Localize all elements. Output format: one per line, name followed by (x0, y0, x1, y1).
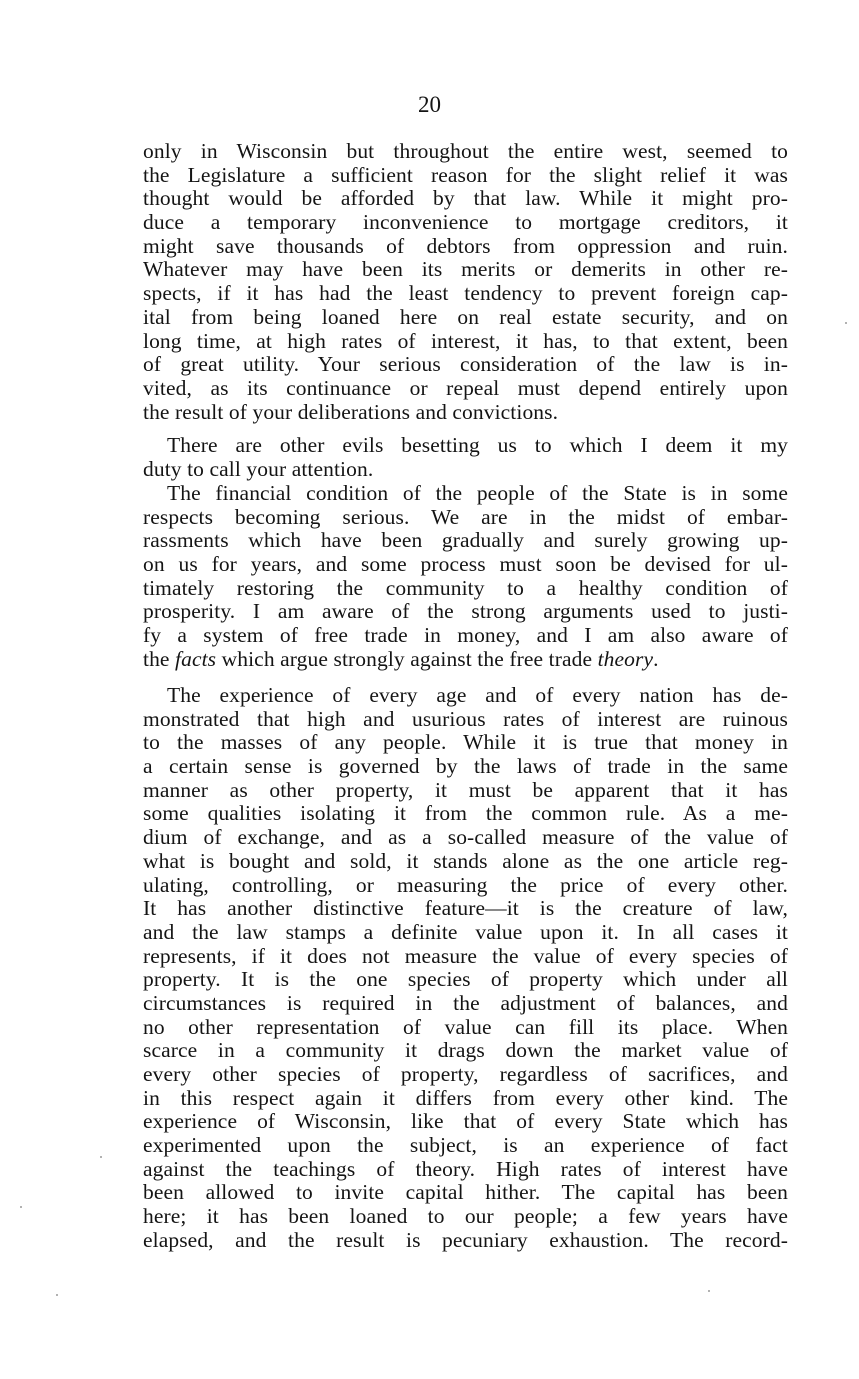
text-line: Whatever may have been its merits or demerits in other re- (143, 257, 788, 282)
paragraph-1 (143, 140, 788, 424)
text-line: only in Wisconsin but throughout the entire west, seemed to (143, 139, 788, 163)
paragraph-4 (143, 684, 788, 1253)
text-line: might save thousands of debtors from oppression and ruin. (143, 233, 788, 258)
text-line: ital from being loaned here on real estate security, and on (143, 304, 788, 329)
text-line: The financial condition of the people of the State is in some (167, 481, 788, 505)
text-line: on us for years, and some process must soon be devised for ul- (143, 552, 788, 577)
text-line: represents, if it does not measure the value of every species of (143, 943, 788, 968)
text-line: rassments which have been gradually and surely growing up- (143, 528, 788, 553)
text-line: the Legislature a sufficient reason for the slight relief it was (143, 162, 788, 187)
scan-speck (100, 1156, 102, 1158)
text-line: It has another distinctive feature—it is the creature of law, (143, 896, 788, 921)
text-line: manner as other property, it must be apparent that it has (143, 777, 788, 802)
text-line: vited, as its continuance or repeal must depend entirely upon (143, 375, 788, 400)
text-line: no other representation of value can fill its place. When (143, 1014, 788, 1039)
text-line: respects becoming serious. We are in the midst of embar- (143, 504, 788, 529)
text-line: what is bought and sold, it stands alone as the one article reg- (143, 848, 788, 873)
scan-speck (708, 1290, 710, 1292)
scan-speck (20, 1206, 22, 1208)
text-fragment: . (653, 646, 659, 671)
text-line: spects, if it has had the least tendency to prevent foreign cap- (143, 281, 788, 306)
text-line: property. It is the one species of property which under all (143, 967, 788, 992)
text-fragment: the (143, 646, 176, 671)
text-fragment: which argue strongly against the free trade (216, 646, 598, 671)
page-number: 20 (418, 92, 441, 117)
scan-speck (845, 322, 847, 324)
text-line: every other species of property, regardless of sacrifices, and (143, 1062, 788, 1086)
text-line: The experience of every age and of every nation has de- (167, 683, 788, 707)
text-line: There are other evils besetting us to which I deem it my (167, 433, 788, 457)
text-line: fy a system of free trade in money, and I am also aware of (143, 623, 788, 648)
text-line (143, 648, 788, 672)
text-line: elapsed, and the result is pecuniary exhaustion. The record- (143, 1227, 788, 1252)
text-line: ulating, controlling, or measuring the price of every other. (143, 872, 788, 897)
text-line: been allowed to invite capital hither. The capital has been (143, 1180, 788, 1205)
text-line: experimented upon the subject, is an experience of fact (143, 1133, 788, 1158)
text-line: some qualities isolating it from the common rule. As a me- (143, 801, 788, 826)
text-line: a certain sense is governed by the laws of trade in the same (143, 754, 788, 779)
text-line: timately restoring the community to a healthy condition of (143, 575, 788, 600)
text-line: circumstances is required in the adjustment of balances, and (143, 990, 788, 1015)
text-line: in this respect again it differs from every other kind. The (143, 1085, 788, 1110)
text-line: duce a temporary inconvenience to mortgage creditors, it (143, 210, 788, 235)
emphasis-facts: facts (175, 646, 217, 671)
scan-speck (56, 1294, 58, 1296)
text-line: against the teachings of theory. High rates of interest have (143, 1156, 788, 1181)
text-line: scarce in a community it drags down the market value of (143, 1038, 788, 1063)
text-line: here; it has been loaned to our people; a few years have (143, 1204, 788, 1229)
text-line: dium of exchange, and as a so-called measure of the value of (143, 825, 788, 850)
text-line: prosperity. I am aware of the strong arguments used to justi- (143, 599, 788, 624)
text-line: monstrated that high and usurious rates of interest are ruinous (143, 706, 788, 731)
text-line: duty to call your attention. (143, 456, 374, 481)
text-line: and the law stamps a definite value upon it. In all cases it (143, 919, 788, 944)
text-line: of great utility. Your serious consideration of the law is in- (143, 352, 788, 377)
emphasis-theory: theory (597, 646, 654, 671)
text-line: thought would be afforded by that law. While it might pro- (143, 186, 788, 211)
text-line: the result of your deliberations and convictions. (143, 399, 559, 424)
text-line: to the masses of any people. While it is true that money in (143, 730, 788, 755)
paragraph-2 (143, 434, 788, 481)
text-line: long time, at high rates of interest, it has, to that extent, been (143, 328, 788, 353)
paragraph-3 (143, 482, 788, 672)
text-line: experience of Wisconsin, like that of every State which has (143, 1109, 788, 1134)
